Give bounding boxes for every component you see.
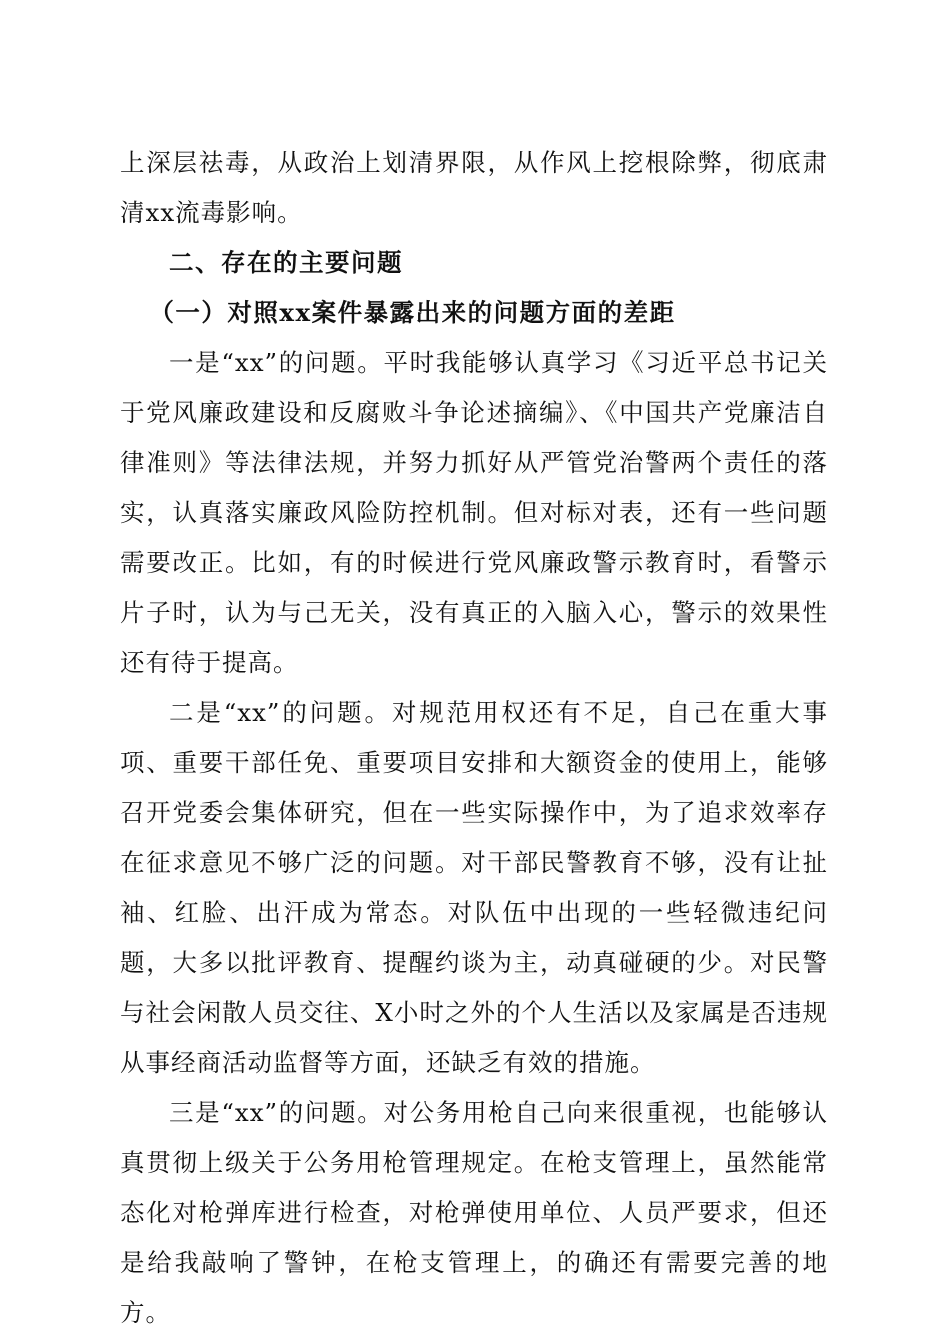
intro-continuation-paragraph: 上深层祛毒，从政治上划清界限，从作风上挖根除弊，彻底肃清xx流毒影响。 (120, 148, 828, 227)
point-three-paragraph: 三是“xx”的问题。对公务用枪自己向来很重视，也能够认真贯彻上级关于公务用枪管理规定。在枪支管理上，虽然能常态化对枪弹库进行检查，对枪弹使用单位、人员严要求，但还是给我敲响了警钟，在枪支管理上，的确还有需要完善的地方。 (120, 1098, 828, 1327)
point-one-paragraph: 一是“xx”的问题。平时我能够认真学习《习近平总书记关于党风廉政建设和反腐败斗争论述摘编》、《中国共产党廉洁自律准则》等法律法规，并努力抓好从严管党治警两个责任的落实，认真落实廉政风险防控机制。但对标对表，还有一些问题需要改正。比如，有的时候进行党风廉政警示教育时，看警示片子时，认为与己无关，没有真正的入脑入心，警示的效果性还有待于提高。 (120, 348, 828, 677)
subsection-one-heading: （一）对照xx案件暴露出来的问题方面的差距 (149, 298, 676, 327)
point-two-paragraph: 二是“xx”的问题。对规范用权还有不足，自己在重大事项、重要干部任免、重要项目安排和大额资金的使用上，能够召开党委会集体研究，但在一些实际操作中，为了追求效率存在征求意见不够广泛的问题。对干部民警教育不够，没有让扯袖、红脸、出汗成为常态。对队伍中出现的一些轻微违纪问题，大多以批评教育、提醒约谈为主，动真碰硬的少。对民警与社会闲散人员交往、X小时之外的个人生活以及家属是否违规从事经商活动监督等方面，还缺乏有效的措施。 (120, 698, 828, 1077)
document-page (120, 138, 828, 1338)
section-two-heading: 二、存在的主要问题 (169, 248, 403, 277)
